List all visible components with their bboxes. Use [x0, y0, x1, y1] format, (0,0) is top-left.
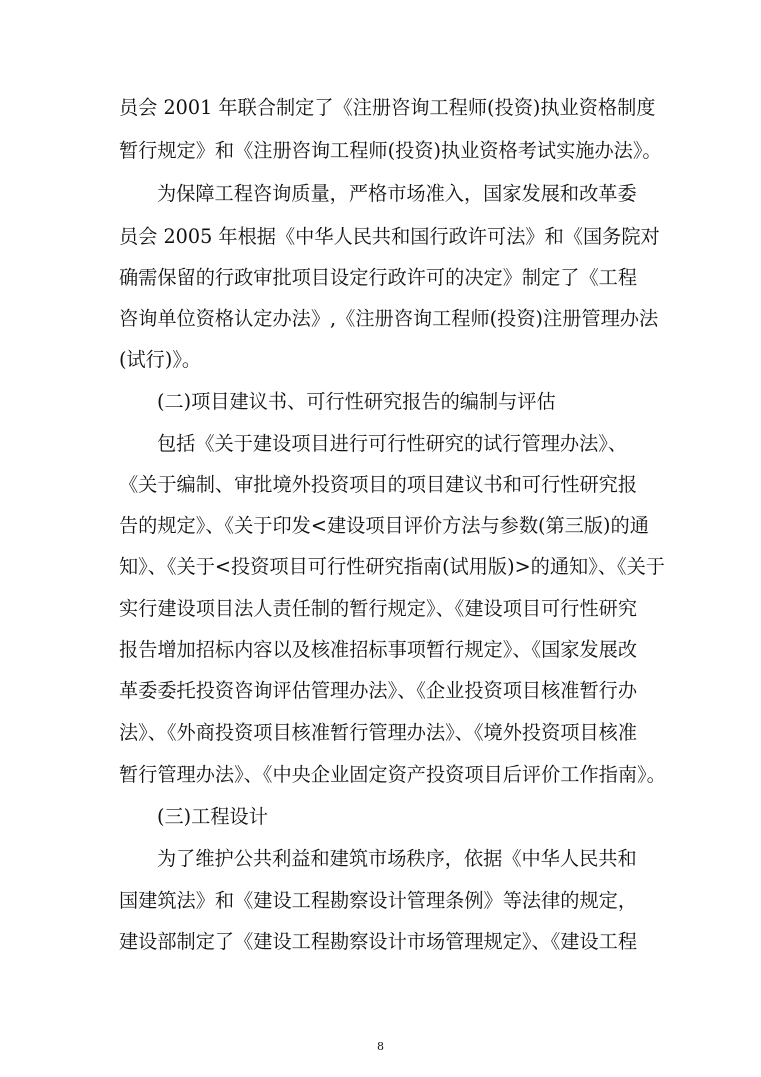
text-line-1: 员会 2001 年联合制定了《注册咨询工程师(投资)执业资格制度 — [119, 96, 656, 119]
text-line-2: 暂行规定》和《注册咨询工程师(投资)执业资格考试实施办法》。 — [119, 139, 662, 162]
page-number: 8 — [377, 1040, 384, 1053]
section-heading-3: (三)工程设计 — [157, 805, 268, 828]
text-line-15: 革委委托投资咨询评估管理办法》、《企业投资项目核准暂行办 — [119, 679, 638, 702]
text-line-11: 告的规定》、《关于印发<建设项目评价方法与参数(第三版)的通 — [119, 514, 649, 537]
text-line-5: 确需保留的行政审批项目设定行政许可的决定》制定了《工程 — [119, 266, 638, 289]
text-line-7: (试行)》。 — [119, 348, 202, 371]
text-line-16: 法》、《外商投资项目核准暂行管理办法》、《境外投资项目核准 — [119, 721, 638, 744]
text-line-20: 国建筑法》和《建设工程勘察设计管理条例》等法律的规定， — [119, 889, 638, 912]
text-line-4: 员会 2005 年根据《中华人民共和国行政许可法》和《国务院对 — [119, 225, 660, 248]
section-heading-2: (二)项目建议书、可行性研究报告的编制与评估 — [157, 390, 556, 413]
text-line-6: 咨询单位资格认定办法》,《注册咨询工程师(投资)注册管理办法 — [119, 307, 659, 330]
text-line-19: 为了维护公共利益和建筑市场秩序，依据《中华人民共和 — [157, 847, 637, 870]
text-line-10: 《关于编制、审批境外投资项目的项目建议书和可行性研究报 — [119, 473, 638, 496]
text-line-3: 为保障工程咨询质量，严格市场准入，国家发展和改革委 — [157, 182, 637, 205]
text-line-21: 建设部制定了《建设工程勘察设计市场管理规定》、《建设工程 — [119, 930, 638, 953]
text-line-14: 报告增加招标内容以及核准招标事项暂行规定》、《国家发展改 — [119, 638, 638, 661]
text-line-12: 知》、《关于<投资项目可行性研究指南(试用版)>的通知》、《关于 — [119, 555, 665, 578]
text-line-9: 包括《关于建设项目进行可行性研究的试行管理办法》、 — [157, 432, 628, 455]
text-line-13: 实行建设项目法人责任制的暂行规定》、《建设项目可行性研究 — [119, 597, 638, 620]
text-line-17: 暂行管理办法》、《中央企业固定资产投资项目后评价工作指南》。 — [119, 763, 666, 786]
